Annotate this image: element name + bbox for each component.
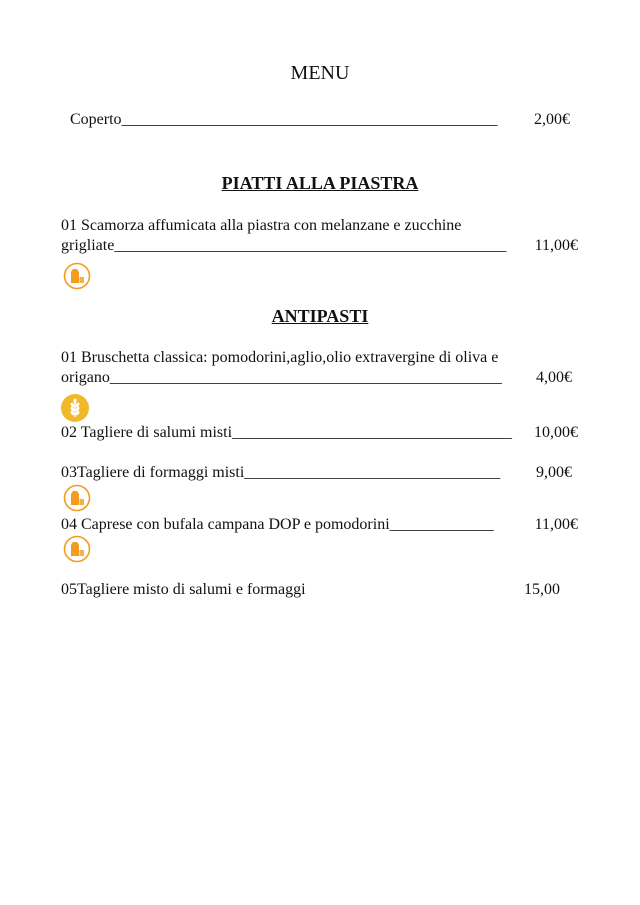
item-name: 01 Scamorza affumicata alla piastra con melanzane e zucchine [61, 217, 462, 234]
milk-icon [63, 262, 91, 290]
item-price: 11,00€ [534, 516, 578, 533]
item-price: 10,00€ [534, 424, 578, 441]
gluten-icon [61, 394, 89, 422]
milk-icon [63, 535, 91, 563]
item-name-cont: origano_________________________________________________ [61, 369, 502, 386]
item-name: 05Tagliere misto di salumi e formaggi [61, 581, 306, 598]
item-price: 15,00 [524, 581, 560, 598]
item-price: 9,00€ [536, 464, 572, 481]
item-name-cont: grigliate_________________________________________________ [61, 237, 507, 254]
item-name: 02 Tagliere di salumi misti___________________________________ [61, 424, 513, 441]
item-name: 03Tagliere di formaggi misti________________________________ [61, 464, 501, 481]
coperto-label: Coperto_______________________________________________ [70, 111, 498, 128]
page-title: MENU [290, 62, 350, 84]
item-name: 04 Caprese con bufala campana DOP e pomodorini_____________ [61, 516, 494, 533]
milk-icon [63, 484, 91, 512]
item-price: 11,00€ [534, 237, 578, 254]
item-name: 01 Bruschetta classica: pomodorini,aglio,olio extravergine di oliva e [61, 349, 499, 366]
coperto-price: 2,00€ [534, 111, 570, 128]
item-price: 4,00€ [536, 369, 572, 386]
section-heading-piatti: PIATTI ALLA PIASTRA [221, 173, 419, 193]
section-heading-antipasti: ANTIPASTI [271, 306, 369, 326]
